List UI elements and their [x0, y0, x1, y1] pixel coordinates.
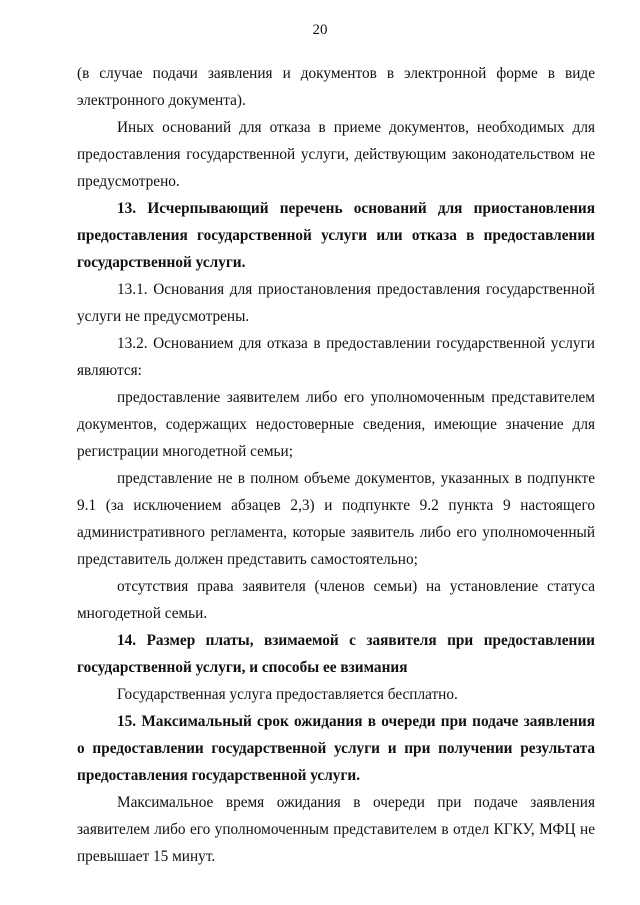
section-15-heading: 15. Максимальный срок ожидания в очереди при подаче заявления о предоставлении государственной услуги и при получении результата предоставления государственной услуги.: [77, 713, 595, 784]
paragraph-continuation: (в случае подачи заявления и документов в электронной форме в виде электронного документа).: [77, 65, 595, 109]
paragraph-13-1: 13.1. Основания для приостановления предоставления государственной услуги не предусмотрены.: [77, 281, 595, 325]
section-14-heading: 14. Размер платы, взимаемой с заявителя при предоставлении государственной услуги, и способы ее взимания: [77, 632, 595, 676]
page-number: 20: [312, 22, 328, 38]
refusal-ground-3: отсутствия права заявителя (членов семьи) на установление статуса многодетной семьи.: [77, 578, 595, 622]
section-13-heading: 13. Исчерпывающий перечень оснований для приостановления предоставления государственной услуги или отказа в предоставлении государственной услуги.: [77, 200, 595, 271]
refusal-ground-1: предоставление заявителем либо его уполномоченным представителем документов, содержащих недостоверные сведения, имеющие значение для регистрации многодетной семьи;: [77, 389, 595, 460]
paragraph-no-other-grounds: Иных оснований для отказа в приеме документов, необходимых для предоставления государственной услуги, действующим законодательством не предусмотрено.: [77, 119, 595, 190]
paragraph-waiting-time: Максимальное время ожидания в очереди при подаче заявления заявителем либо его уполномоченным представителем в отдел КГКУ, МФЦ не превышает 15 минут.: [77, 794, 595, 865]
document-body: [77, 60, 595, 870]
paragraph-13-2: 13.2. Основанием для отказа в предоставлении государственной услуги являются:: [77, 335, 595, 379]
refusal-ground-2: представление не в полном объеме документов, указанных в подпункте 9.1 (за исключением абзацев 2,3) и подпункте 9.2 пункта 9 настоящего административного регламента, которые заявитель либо его уполномоченный представитель должен представить самостоятельно;: [77, 470, 595, 568]
paragraph-free-service: Государственная услуга предоставляется бесплатно.: [117, 686, 458, 703]
